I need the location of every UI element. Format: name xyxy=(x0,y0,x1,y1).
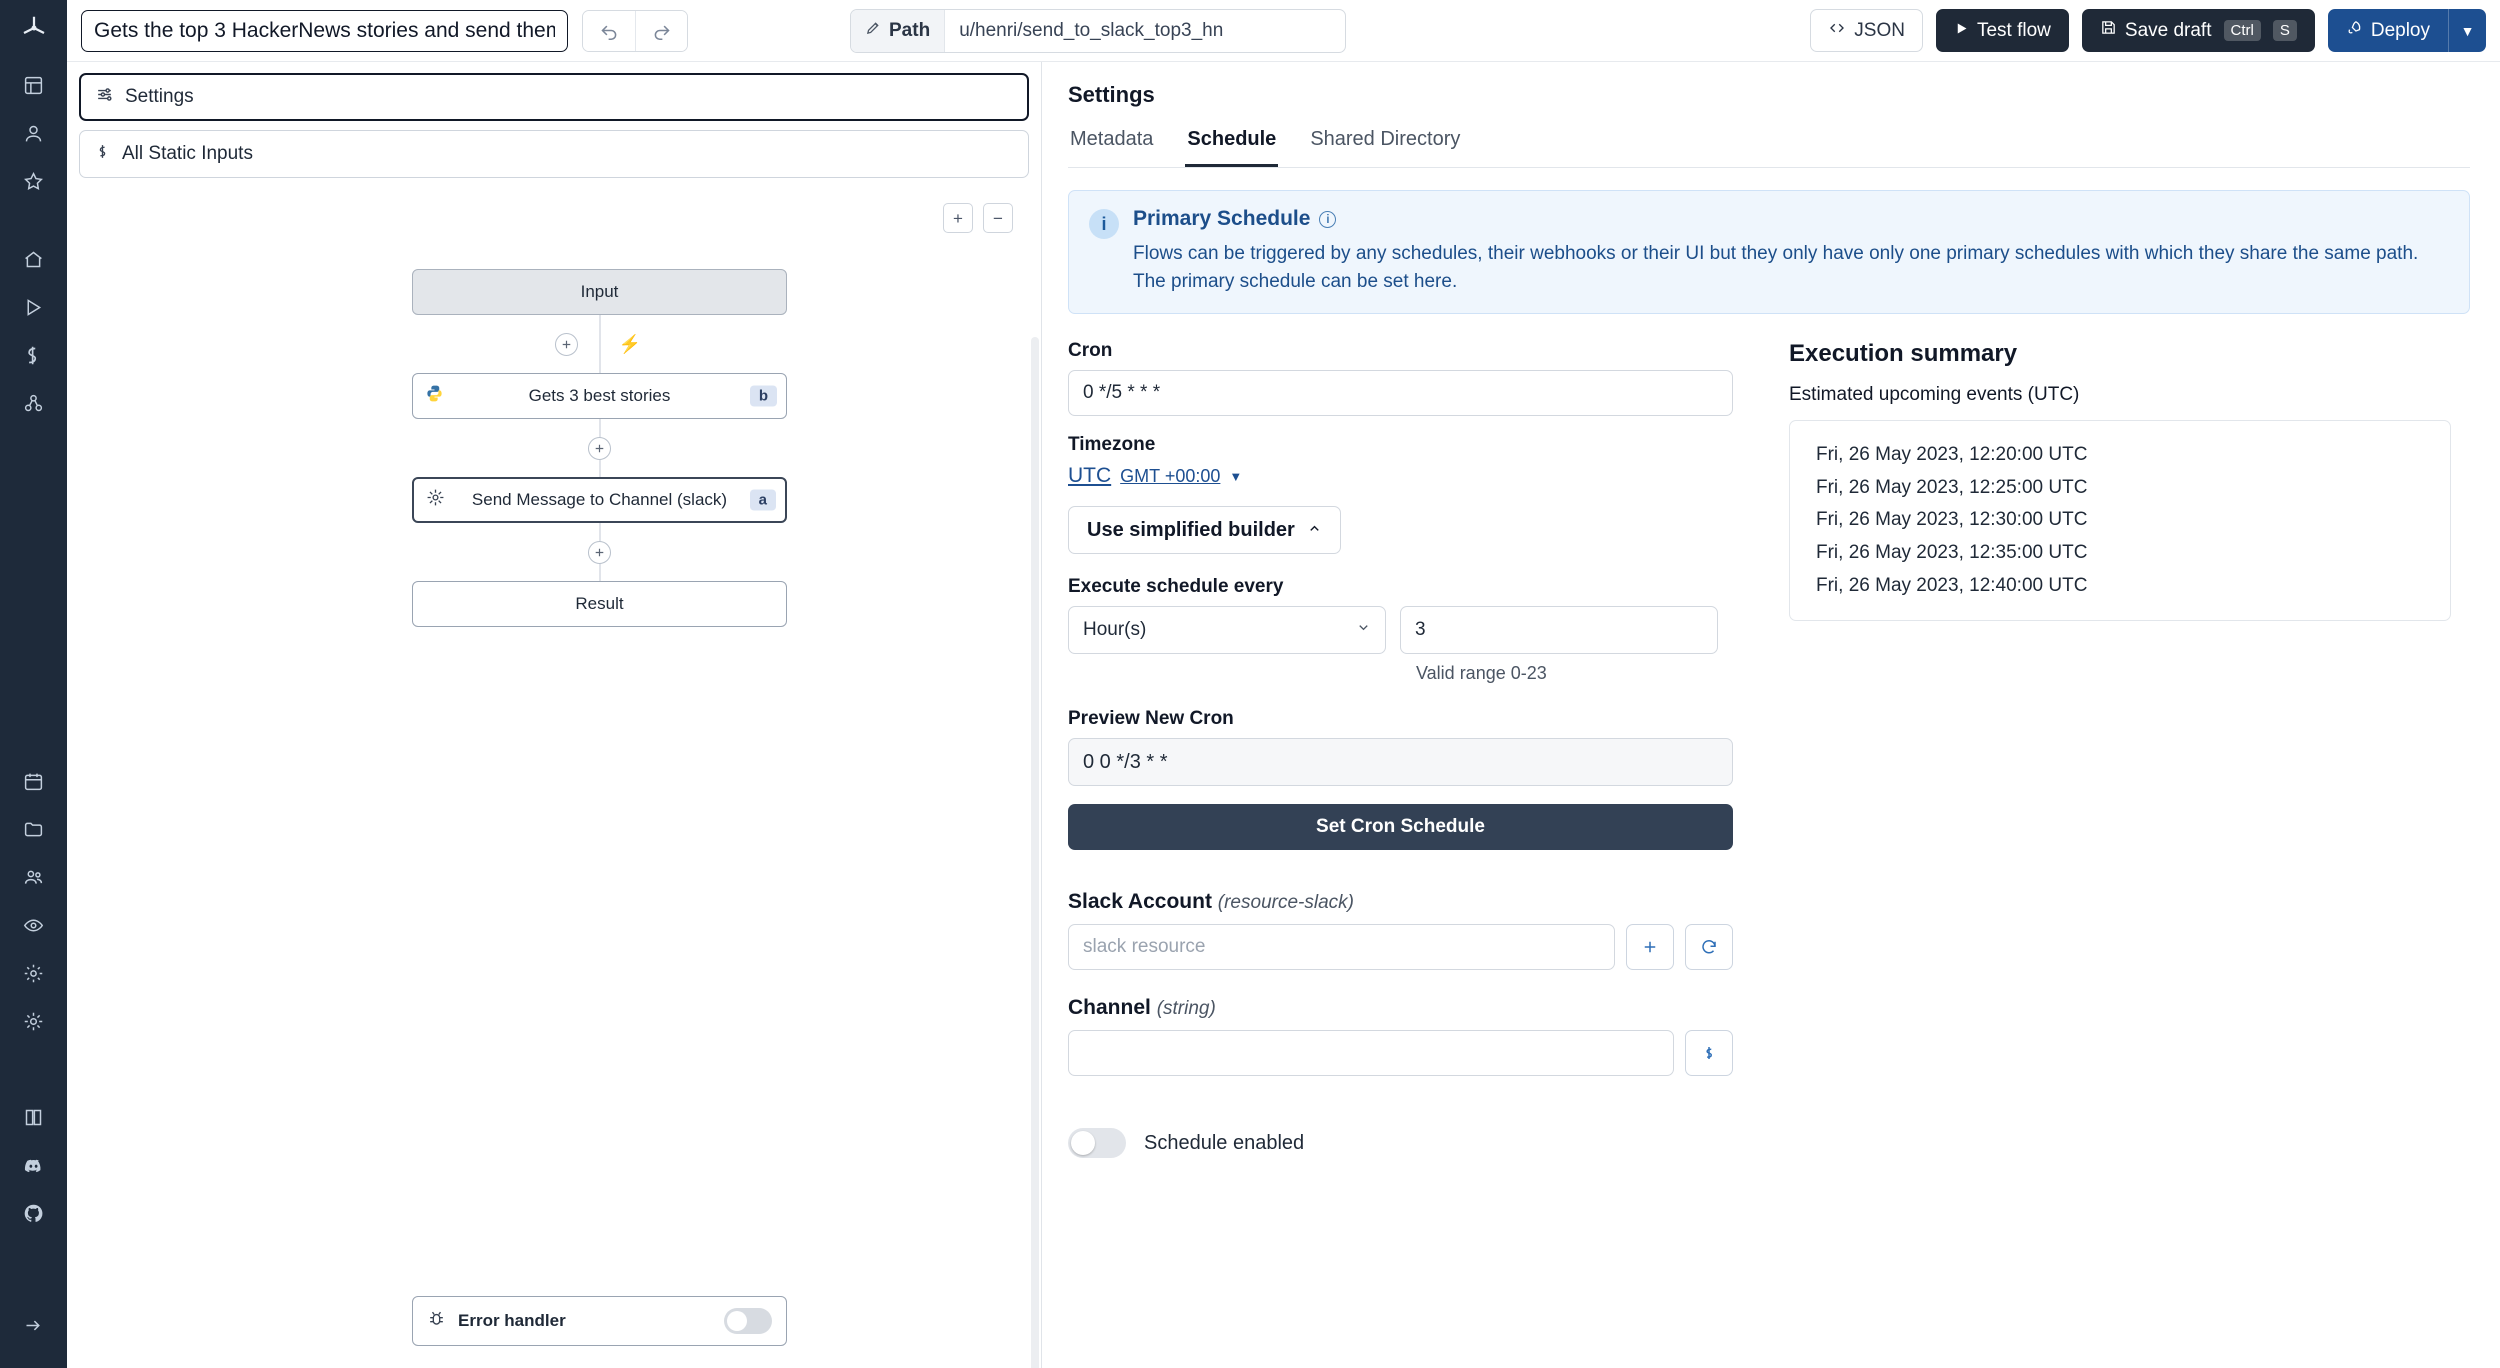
rail-icon-user[interactable] xyxy=(11,110,57,156)
sliders-icon xyxy=(95,85,114,110)
tab-shared-directory[interactable]: Shared Directory xyxy=(1310,128,1461,150)
flow-connector xyxy=(412,523,787,581)
path-field[interactable] xyxy=(850,9,1346,53)
cron-input[interactable] xyxy=(1068,370,1733,416)
slack-account-section xyxy=(1068,890,1733,970)
path-label-group xyxy=(851,10,945,52)
preview-cron-label: Preview New Cron xyxy=(1068,708,1234,730)
undo-icon[interactable] xyxy=(583,11,635,51)
play-icon xyxy=(1954,20,1969,42)
save-draft-button[interactable] xyxy=(2082,9,2315,52)
path-value[interactable]: u/henri/send_to_slack_top3_hn xyxy=(959,19,1224,41)
bug-icon xyxy=(427,1309,446,1333)
refresh-icon[interactable] xyxy=(1685,924,1733,970)
flow-pane-header xyxy=(67,62,1041,187)
rail-icon-settings[interactable] xyxy=(11,950,57,996)
main-area xyxy=(67,0,2500,1368)
flow-connector xyxy=(412,315,787,373)
flow-node-step-b[interactable] xyxy=(412,373,787,419)
execution-summary-column xyxy=(1789,340,2470,1158)
slack-account-type: (resource-slack) xyxy=(1217,892,1354,914)
slack-account-label: Slack Account xyxy=(1068,890,1212,914)
bolt-icon[interactable]: ⚡ xyxy=(616,334,644,355)
slack-account-input-row xyxy=(1068,924,1733,970)
flow-settings-item[interactable] xyxy=(79,73,1029,121)
windmill-logo[interactable] xyxy=(14,8,54,48)
rail-icon-favorites[interactable] xyxy=(11,158,57,204)
execution-summary-subtitle: Estimated upcoming events (UTC) xyxy=(1789,384,2080,406)
execute-every-row xyxy=(1068,606,1733,654)
schedule-enabled-row xyxy=(1068,1128,1733,1158)
chevron-down-icon[interactable]: ▼ xyxy=(1229,468,1243,484)
rail-icon-discord[interactable] xyxy=(11,1142,57,1188)
upcoming-event: Fri, 26 May 2023, 12:40:00 UTC xyxy=(1816,574,2088,596)
timezone-value[interactable]: UTC xyxy=(1068,464,1112,488)
rail-icon-resources[interactable] xyxy=(11,380,57,426)
settings-title: Settings xyxy=(1068,82,1155,107)
flow-node-label: Send Message to Channel (slack) xyxy=(471,490,728,509)
primary-schedule-info xyxy=(1068,190,2470,314)
cron-label: Cron xyxy=(1068,340,1113,362)
timezone-offset: GMT +00:00 xyxy=(1120,465,1221,486)
schedule-enabled-label: Schedule enabled xyxy=(1144,1131,1305,1154)
chevron-down-icon[interactable]: ▼ xyxy=(2448,9,2486,52)
rocket-icon xyxy=(2346,19,2363,42)
undo-redo-group xyxy=(582,10,688,52)
flow-node-badge: b xyxy=(750,386,777,407)
deploy-button[interactable] xyxy=(2328,9,2448,52)
tab-metadata[interactable]: Metadata xyxy=(1070,128,1154,150)
preview-cron-value: 0 0 */3 * * xyxy=(1068,738,1733,786)
primary-schedule-text: Flows can be triggered by any schedules, their webhooks or their UI but they only have only one primary schedules with which they share the same path. The primary schedule can be set here. xyxy=(1133,243,2419,292)
deploy-label: Deploy xyxy=(2370,19,2430,41)
json-label: JSON xyxy=(1854,19,1905,41)
channel-label-row xyxy=(1068,996,1733,1020)
rail-icon-runs[interactable] xyxy=(11,62,57,108)
plus-icon[interactable] xyxy=(1626,924,1674,970)
channel-section xyxy=(1068,996,1733,1076)
execute-every-unit-select[interactable] xyxy=(1068,606,1386,654)
execute-every-unit-value: Hour(s) xyxy=(1083,619,1147,641)
dollar-icon xyxy=(94,143,111,166)
execute-every-hint: Valid range 0-23 xyxy=(1416,663,1547,684)
flow-node-label: Gets 3 best stories xyxy=(528,386,671,405)
flow-static-inputs-item[interactable] xyxy=(79,130,1029,178)
flow-canvas[interactable] xyxy=(67,187,1041,1368)
zoom-in-button[interactable]: + xyxy=(943,203,973,233)
flow-scrollbar[interactable] xyxy=(1031,337,1039,1368)
save-shortcut-key: S xyxy=(2273,20,2297,41)
chevron-down-icon xyxy=(1356,619,1371,641)
add-step-icon[interactable] xyxy=(588,541,611,564)
use-simplified-builder-button[interactable] xyxy=(1068,506,1341,554)
settings-columns xyxy=(1068,340,2470,1158)
chevron-up-icon xyxy=(1307,519,1322,542)
info-circle-icon[interactable]: i xyxy=(1319,211,1336,228)
test-flow-button[interactable] xyxy=(1936,9,2069,52)
settings-tabs xyxy=(1068,122,2470,168)
primary-schedule-title: Primary Schedule xyxy=(1133,207,1311,230)
channel-type: (string) xyxy=(1156,998,1216,1020)
rail-icon-variables[interactable] xyxy=(11,332,57,378)
python-icon xyxy=(425,384,444,408)
deploy-group xyxy=(2328,9,2486,52)
primary-schedule-title-row xyxy=(1133,207,2443,231)
flow-node-label: Result xyxy=(575,594,624,613)
execution-summary-title: Execution summary xyxy=(1789,340,2018,368)
channel-label: Channel xyxy=(1068,996,1151,1020)
flow-node-result[interactable] xyxy=(412,581,787,627)
schedule-enabled-toggle[interactable] xyxy=(1068,1128,1126,1158)
execute-every-label: Execute schedule every xyxy=(1068,576,1284,598)
rail-icon-audit-logs[interactable] xyxy=(11,902,57,948)
rail-icon-docs[interactable] xyxy=(11,1094,57,1140)
upcoming-event: Fri, 26 May 2023, 12:20:00 UTC xyxy=(1816,444,2088,466)
error-handler-row[interactable] xyxy=(412,1296,787,1346)
test-flow-label: Test flow xyxy=(1976,19,2051,41)
body-split xyxy=(67,62,2500,1368)
rail-icon-expand[interactable] xyxy=(11,1302,57,1348)
error-handler-toggle[interactable] xyxy=(724,1308,772,1334)
flow-pane xyxy=(67,62,1042,1368)
slack-icon xyxy=(426,488,445,512)
flow-title-input[interactable] xyxy=(81,10,568,52)
add-step-icon[interactable] xyxy=(588,437,611,460)
code-icon xyxy=(1828,19,1846,43)
flow-node-input[interactable] xyxy=(412,269,787,315)
rail-icon-runs-play[interactable] xyxy=(11,284,57,330)
flow-node-column xyxy=(412,269,787,627)
slack-account-label-row xyxy=(1068,890,1733,914)
pencil-icon xyxy=(865,19,882,42)
timezone-selector[interactable] xyxy=(1068,464,1733,488)
top-actions xyxy=(1810,9,2486,52)
rail-icon-folders[interactable] xyxy=(11,806,57,852)
flow-settings-label: Settings xyxy=(125,86,194,107)
upcoming-event: Fri, 26 May 2023, 12:35:00 UTC xyxy=(1816,542,2088,564)
timezone-label: Timezone xyxy=(1068,434,1156,456)
flow-node-label: Input xyxy=(580,282,619,301)
upcoming-event: Fri, 26 May 2023, 12:30:00 UTC xyxy=(1816,509,2088,531)
save-icon xyxy=(2100,19,2117,42)
schedule-form-column xyxy=(1068,340,1733,1158)
error-handler-label: Error handler xyxy=(458,1311,566,1330)
flow-node-badge: a xyxy=(750,490,776,511)
save-shortcut-mod: Ctrl xyxy=(2224,20,2261,41)
flow-static-inputs-label: All Static Inputs xyxy=(122,143,253,164)
execute-every-amount-input[interactable] xyxy=(1400,606,1718,654)
flow-node-step-a[interactable] xyxy=(412,477,787,523)
flow-connector xyxy=(412,419,787,477)
dollar-icon[interactable] xyxy=(1685,1030,1733,1076)
set-cron-schedule-button[interactable]: Set Cron Schedule xyxy=(1068,804,1733,850)
redo-icon[interactable] xyxy=(635,11,687,51)
save-draft-label: Save draft xyxy=(2124,19,2212,41)
zoom-controls xyxy=(943,203,1013,233)
left-nav-rail xyxy=(0,0,67,1368)
rail-icon-home[interactable] xyxy=(11,236,57,282)
settings-pane xyxy=(1042,62,2500,1368)
rail-icon-workers[interactable] xyxy=(11,998,57,1044)
info-icon: i xyxy=(1089,209,1119,239)
channel-input-row xyxy=(1068,1030,1733,1076)
channel-input[interactable] xyxy=(1068,1030,1674,1076)
json-button[interactable] xyxy=(1810,9,1923,52)
tab-schedule[interactable]: Schedule xyxy=(1185,122,1278,167)
zoom-out-button[interactable]: − xyxy=(983,203,1013,233)
simplified-builder-label: Use simplified builder xyxy=(1087,518,1295,541)
rail-icon-groups[interactable] xyxy=(11,854,57,900)
path-label: Path xyxy=(889,19,931,41)
upcoming-event: Fri, 26 May 2023, 12:25:00 UTC xyxy=(1816,476,2088,498)
slack-resource-input[interactable]: slack resource xyxy=(1068,924,1615,970)
rail-icon-schedules[interactable] xyxy=(11,758,57,804)
execution-summary-card xyxy=(1789,420,2451,621)
rail-icon-github[interactable] xyxy=(11,1190,57,1236)
add-step-icon[interactable] xyxy=(555,333,578,356)
top-toolbar xyxy=(67,0,2500,62)
